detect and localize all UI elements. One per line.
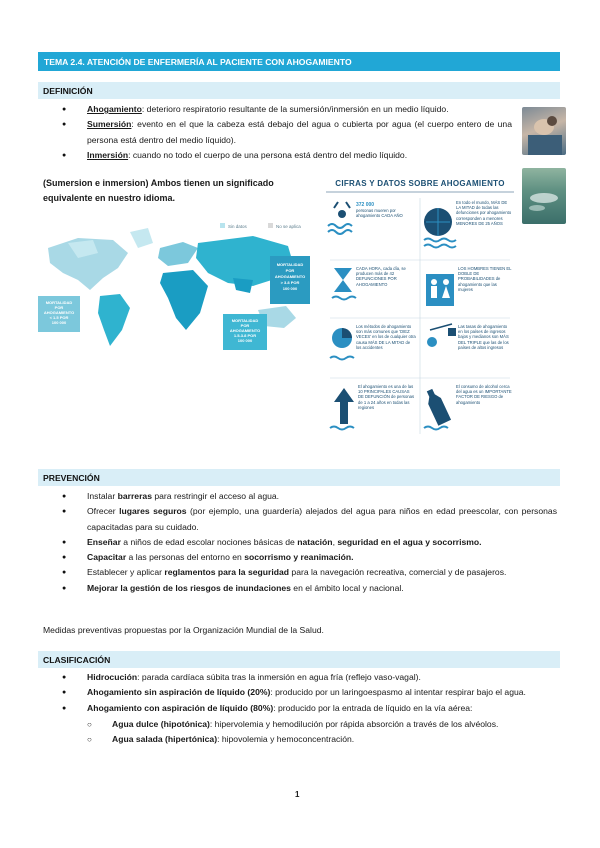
fact-7: El ahogamiento es una de las 10 PRINCIPALES CAUSAS DE DEFUNCIÓN de personas de 1 a 24 años en todas las regiones [358,384,415,410]
bold-text: natación [297,536,333,547]
text: Ofrecer [87,506,120,517]
callout-right-bottom-text: MORTALIDAD POR AHOGAMIENTO 1.5-3.8 POR 100 000 [229,318,261,343]
definition-text: : evento en el que la cabeza está debajo del agua o cubierta por agua (el cuerpo entero de una persona está dentro del medio líquido). [87,119,512,145]
prevencion-list [62,489,557,596]
list-item [62,148,512,163]
list-item [62,550,557,565]
infographic [326,174,514,438]
definition-text: : producido por un laringoespasmo al intentar respirar bajo el agua. [270,687,526,698]
rescue-photo-image [522,107,566,155]
term: Inmersión [87,149,129,160]
legend-sin-datos: Sin datos [228,224,247,229]
bold-text: reglamentos para la seguridad [164,567,290,578]
term: Agua salada (hipertónica) [112,734,218,745]
fact-8: El consumo de alcohol cerca del agua es un IMPORTANTE FACTOR DE RIESGO de ahogamiento [456,384,512,405]
fact-4: LOS HOMBRES TIENEN EL DOBLE DE PROBABILIDADES de ahogamiento que las mujeres [458,266,512,292]
fact-1 [356,202,416,219]
text: , [332,536,338,547]
list-item [62,489,557,504]
world-map-image [38,218,310,351]
list-item [62,670,557,685]
page-number: 1 [295,790,300,799]
term: Ahogamiento con aspiración de líquido (80%) [87,702,274,713]
fact-3: CADA HORA, cada día, se producen más de 42 DEFUNCIONES POR AHOGAMIENTO [356,266,406,287]
definition-text: : producido por la entrada de líquido en la vía aérea: [273,702,473,713]
water-photo [522,168,566,224]
text: Establecer y aplicar [87,567,165,578]
term: Ahogamiento sin aspiración de líquido (20%) [87,687,271,698]
list-item [62,701,557,748]
section-heading-clasificacion: CLASIFICACIÓN [38,651,560,668]
document-title: TEMA 2.4. ATENCIÓN DE ENFERMERÍA AL PACIENTE CON AHOGAMIENTO [38,52,560,71]
fact-5: Los métodos de ahogamiento son más comunes que 'DIEZ VECES' en los de cualquier otra causa MÁS DE LA MITAD de los accidentes [356,324,416,350]
list-item [62,685,557,700]
water-photo-image [522,168,566,224]
bold-text: barreras [117,491,152,501]
legend-no-aplica: No se aplica [276,224,301,229]
term: Ahogamiento [87,104,142,114]
definition-text: : hipovolemia y hemoconcentración. [217,734,355,745]
bold-text: Mejorar la gestión de los riesgos de inundaciones [87,582,291,593]
definition-text: : parada cardíaca súbita tras la inmersión en agua fría (reflejo vaso-vagal). [137,672,421,682]
bold-text: socorrismo y reanimación. [244,552,354,563]
callout-right-top-text: MORTALIDAD POR AHOGAMIENTO > 3.8 POR 100 000 [274,262,306,291]
definition-text: : deterioro respiratorio resultante de la sumersión/inmersión en un medio líquido. [141,104,449,114]
clasificacion-list [62,670,557,747]
term: Agua dulce (hipotónica) [112,718,210,729]
fact-1-text: personas mueren por ahogamiento CADA AÑO [356,208,403,219]
term: Sumersión [87,119,132,130]
definition-text: : hipervolemia y hemodilución por rápida absorción a través de los alvéolos. [209,718,499,729]
text: Instalar [87,491,118,501]
prevencion-note: Medidas preventivas propuestas por la Organización Mundial de la Salud. [43,625,324,635]
list-item [62,565,557,580]
list-item [62,504,557,535]
section-heading-prevencion: PREVENCIÓN [38,469,560,486]
text: para restringir el acceso al agua. [151,491,280,501]
definition-text: : cuando no todo el cuerpo de una persona está dentro del medio líquido. [128,149,408,160]
definicion-list [62,102,512,163]
fact-6: Las tasas de ahogamiento en los países de ingresos bajos y medianos son MÁS DEL TRIPLE que las de los países de altos ingresos [458,324,509,350]
text: a niños de edad escolar nociones básicas de [120,536,298,547]
list-item [62,102,512,117]
term: Hidrocución [87,672,138,682]
definicion-note: (Sumersion e inmersion) Ambos tienen un significado equivalente en nuestro idioma. [43,178,274,203]
world-drowning-map [38,218,310,351]
bold-text: seguridad en el agua y socorrismo. [337,536,482,547]
bold-text: lugares seguros [119,506,187,517]
rescue-photo [522,107,566,155]
text: en el ámbito local y nacional. [290,582,404,593]
text: (por ejemplo, una guardería) alejados del agua para niños en edad preescolar, con personas capacitadas para su cuidado. [87,506,557,532]
fact-2: En todo el mundo, MÁS DE LA MITAD de todas las defunciones por ahogamiento corresponden a menores MENORES DE 25 AÑOS [456,200,512,226]
sublist-item [87,717,557,732]
list-item [62,117,512,148]
sublist-item [87,732,557,747]
text: a las personas del entorno en [126,552,245,563]
list-item [62,581,557,596]
fact-1-number: 372 000 [356,202,375,208]
clasificacion-sublist [87,717,557,748]
bold-text: Enseñar [87,536,121,547]
list-item [62,535,557,550]
callout-left-text: MORTALIDAD POR AHOGAMIENTO < 1.5 POR 100 000 [43,300,75,325]
bold-text: Capacitar [87,552,127,563]
infographic-title: CIFRAS Y DATOS SOBRE AHOGAMIENTO [335,179,505,188]
text: para la navegación recreativa, comercial y de pasajeros. [289,567,507,578]
section-heading-definicion: DEFINICIÓN [38,82,560,99]
